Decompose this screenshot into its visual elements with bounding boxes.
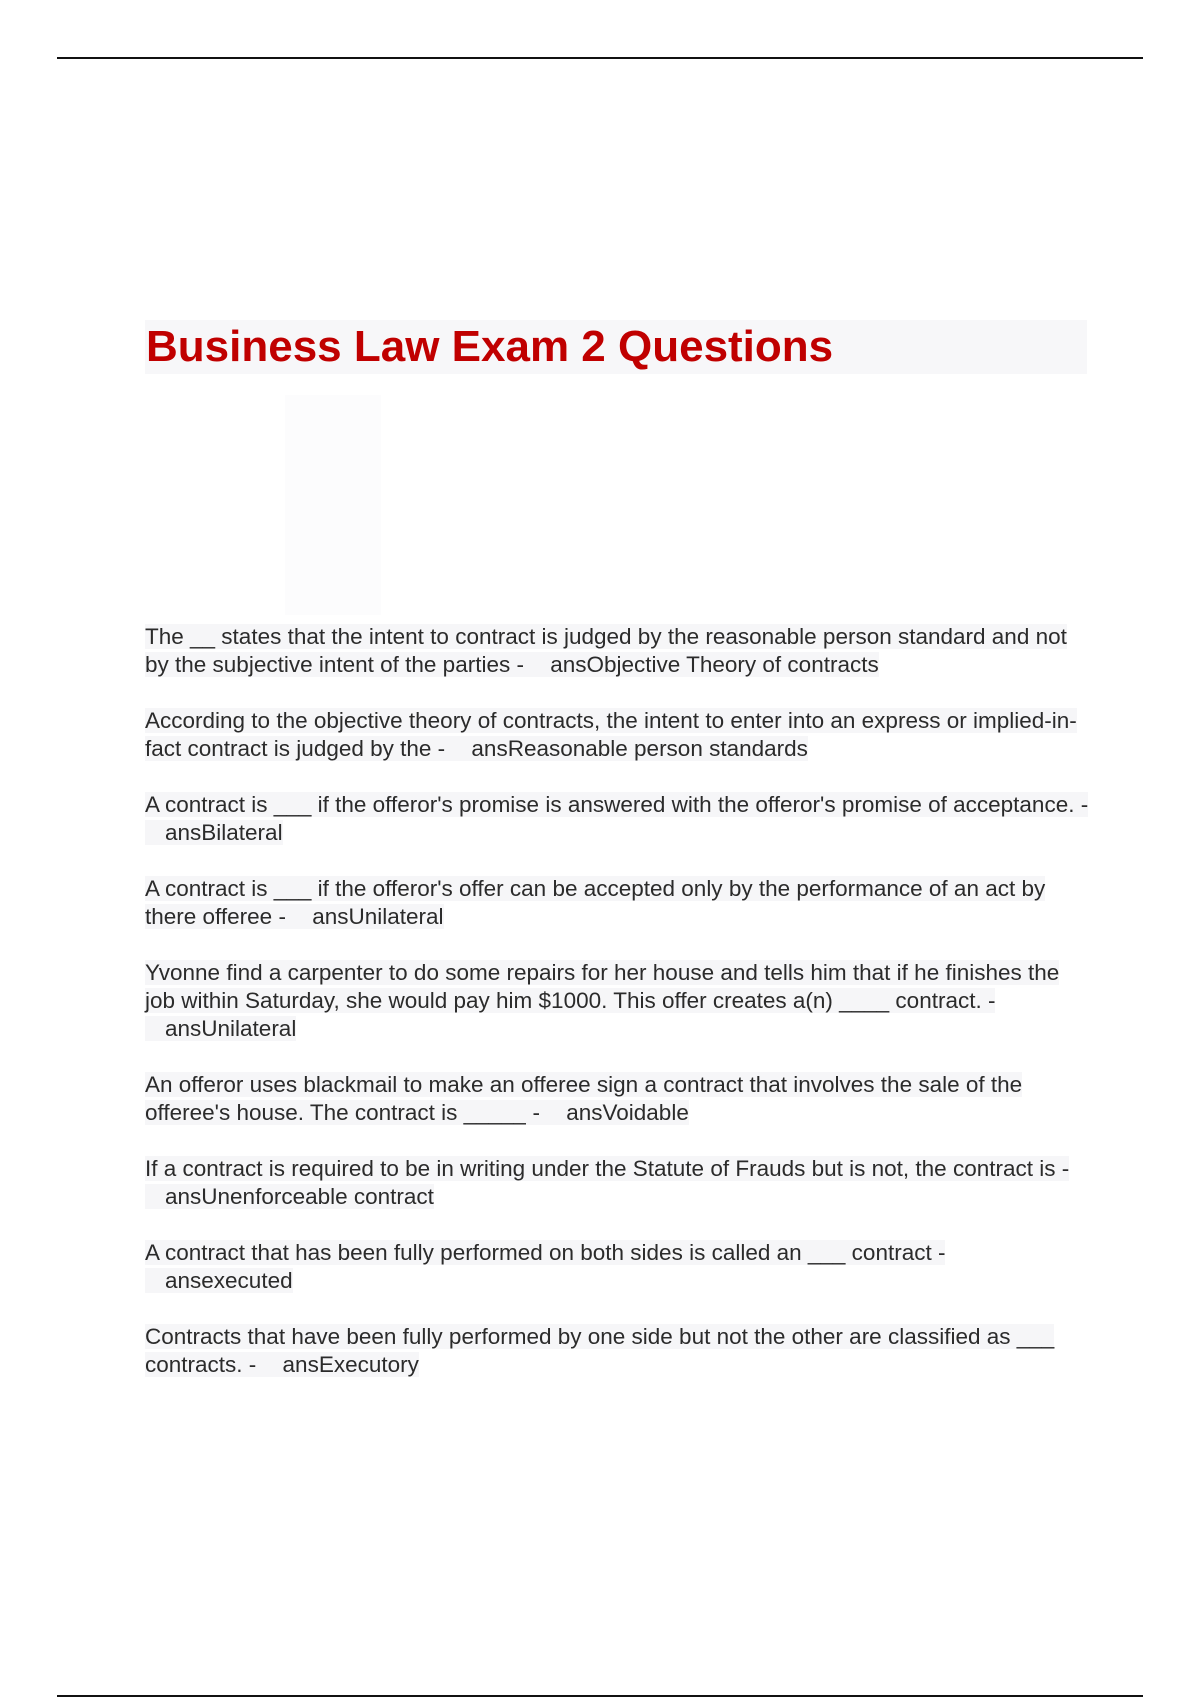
bottom-rule <box>57 1695 1143 1697</box>
separator: - <box>510 652 531 677</box>
page-title: Business Law Exam 2 Questions <box>146 322 834 371</box>
answer-text: ansVoidable <box>546 1100 689 1125</box>
top-rule <box>57 57 1143 59</box>
separator: - <box>1055 1156 1070 1181</box>
answer-text: ansUnenforceable contract <box>145 1184 434 1209</box>
question-item <box>145 791 1090 847</box>
answer-text: ansReasonable person standards <box>451 736 807 761</box>
question-text: The __ states that the intent to contract is judged by the reasonable person standard and not by the subjective intent of the parties <box>145 624 1067 677</box>
question-item <box>145 1323 1090 1379</box>
question-text: A contract that has been fully performed on both sides is called an ___ contract <box>145 1240 932 1265</box>
question-item <box>145 623 1090 679</box>
separator: - <box>981 988 996 1013</box>
separator: - <box>931 1240 946 1265</box>
separator: - <box>1074 792 1089 817</box>
question-text: Yvonne find a carpenter to do some repairs for her house and tells him that if he finishes the job within Saturday, she would pay him $1000. This offer creates a(n) ____ contract. <box>145 960 1060 1013</box>
question-item <box>145 1155 1090 1211</box>
answer-text: ansUnilateral <box>292 904 443 929</box>
separator: - <box>431 736 452 761</box>
question-text: A contract is ___ if the offeror's promise is answered with the offeror's promise of acceptance. <box>145 792 1075 817</box>
answer-text: ansExecutory <box>263 1352 419 1377</box>
question-list <box>145 623 1090 1407</box>
answer-text: ansBilateral <box>145 820 283 845</box>
question-text: Contracts that have been fully performed by one side but not the other are classified as ___ contracts. <box>145 1324 1055 1377</box>
question-text: An offeror uses blackmail to make an offeree sign a contract that involves the sale of the offeree's house. The contract is _____ <box>145 1072 1023 1125</box>
answer-text: ansObjective Theory of contracts <box>530 652 879 677</box>
question-item <box>145 875 1090 931</box>
question-item <box>145 1239 1090 1295</box>
separator: - <box>272 904 293 929</box>
separator: - <box>526 1100 547 1125</box>
separator: - <box>242 1352 263 1377</box>
question-item <box>145 959 1090 1043</box>
question-text: If a contract is required to be in writing under the Statute of Frauds but is not, the contract is <box>145 1156 1056 1181</box>
question-text: According to the objective theory of contracts, the intent to enter into an express or implied-in-fact contract is judged by the <box>145 708 1077 761</box>
question-item <box>145 1071 1090 1127</box>
answer-text: ansUnilateral <box>145 1016 296 1041</box>
question-item <box>145 707 1090 763</box>
question-text: A contract is ___ if the offeror's offer can be accepted only by the performance of an act by there offeree <box>145 876 1046 929</box>
faint-image-artifact <box>285 395 381 615</box>
answer-text: ansexecuted <box>145 1268 293 1293</box>
